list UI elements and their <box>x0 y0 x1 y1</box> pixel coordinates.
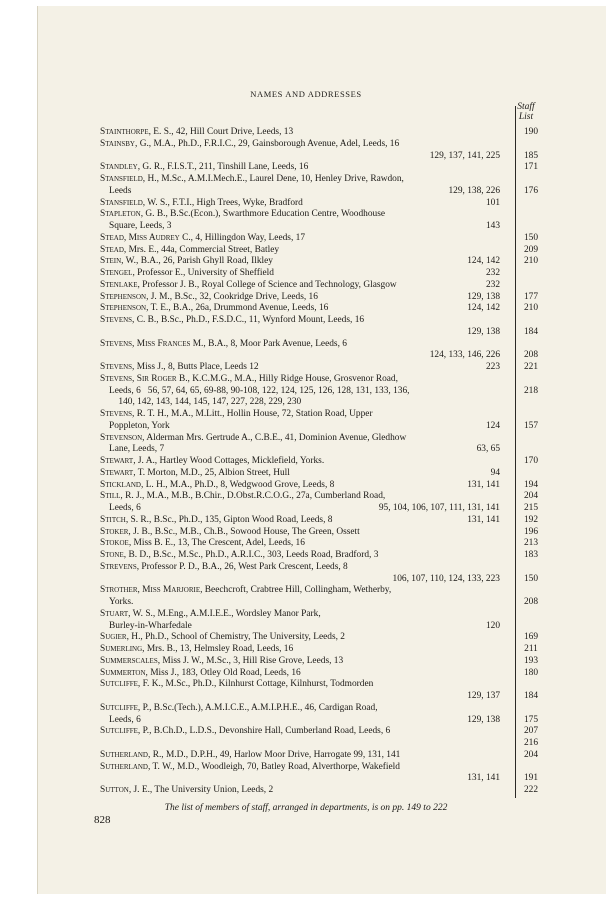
entry-surname: Stevens, Sir Roger <box>100 373 177 384</box>
entry-surname: Stevens <box>100 315 133 325</box>
entry-page-refs: 129, 138, 226 <box>448 185 500 196</box>
entry-staff-list-page: 194 <box>523 479 539 490</box>
entry-details: , H., M.Sc., A.M.I.Mech.E., Laurel Dene, 10, Henley Drive, Rawdon, <box>142 174 404 184</box>
entry-staff-list-page: 192 <box>523 514 539 525</box>
entry-details: , W. S., M.Eng., A.M.I.E.E., Wordsley Manor Park, <box>128 608 321 619</box>
entry-details: , Alderman Mrs. Gertrude A., C.B.E., 41, Dominion Avenue, Gledhow <box>142 432 407 443</box>
entry-text <box>100 762 500 773</box>
entry-staff-list-page: 209 <box>523 244 539 255</box>
staff-list-heading <box>508 102 544 122</box>
entry-staff-list-page: 170 <box>523 456 539 466</box>
entry-staff-list-page: 180 <box>523 667 539 678</box>
entry-text <box>100 644 500 655</box>
entry-staff-list-page: 215 <box>523 503 539 513</box>
entry-text <box>100 656 500 667</box>
entry-text <box>109 386 509 397</box>
entry-surname: Stuart <box>100 608 129 619</box>
entry-staff-list-page: 175 <box>523 714 539 725</box>
entry-details: , F. K., M.Sc., Ph.D., Kilnhurst Cottage, Kilnhurst, Todmorden <box>137 679 374 690</box>
entry-staff-list-page: 193 <box>523 655 539 666</box>
entry-text <box>100 127 500 138</box>
entry-text <box>109 397 509 408</box>
entry-staff-list-page: 184 <box>523 326 539 337</box>
entry-text <box>100 703 500 714</box>
entry-page-refs: 129, 138 <box>467 326 500 337</box>
entry-text <box>100 480 500 491</box>
entry-surname: Sutcliffe <box>100 726 138 737</box>
entry-page-refs: 131, 141 <box>467 773 500 784</box>
entry-details: , E. S., 42, Hill Court Drive, Leeds, 13 <box>148 127 294 137</box>
entry-surname: Stephenson <box>100 303 147 314</box>
entry-page-refs: 129, 138 <box>467 714 500 725</box>
entry-details: , P., B.Sc.(Tech.), A.M.I.C.E., A.M.I.P.H.E., 46, Cardigan Road, <box>137 702 378 713</box>
entry-details: , P., B.Ch.D., L.D.S., Devonshire Hall, Cumberland Road, Leeds, 6 <box>137 726 391 737</box>
entry-text <box>100 632 500 643</box>
entry-surname: Stevens <box>100 362 133 372</box>
entry-text <box>100 433 500 444</box>
entry-page-refs: 124, 142 <box>467 256 500 267</box>
entry-text <box>100 268 500 279</box>
entry-text <box>100 585 500 596</box>
entry-staff-list-page: 222 <box>523 785 539 795</box>
entry-details: , W. S., F.T.I., High Trees, Wyke, Bradford <box>142 197 303 208</box>
entry-staff-list-page: 221 <box>523 362 539 372</box>
entry-details: , Professor J. B., Royal College of Science and Technology, Glasgow <box>137 279 397 290</box>
entry-surname: Sutherland <box>100 761 148 772</box>
entry-text <box>100 456 500 467</box>
entry-surname: Summerton <box>100 667 146 678</box>
entry-text <box>109 621 509 632</box>
entry-text <box>100 374 500 385</box>
entry-staff-list-page: 183 <box>523 550 539 560</box>
entry-staff-list-page: 150 <box>523 232 539 243</box>
entry-details: B., K.C.M.G., M.A., Hilly Ridge House, Grosvenor Road, <box>176 373 398 384</box>
entry-details: , J. M., B.Sc., 32, Cookridge Drive, Leeds, 16 <box>146 291 318 302</box>
entry-staff-list-page: 204 <box>523 491 539 502</box>
entry-continuation: Leeds, 6 56, 57, 64, 65, 69-88, 90-108, 122, 124, 125, 126, 128, 131, 133, 136, <box>109 385 410 396</box>
entry-details: , R. T. H., M.A., M.Litt., Hollin House, 72, Station Road, Upper <box>132 409 373 419</box>
entry-details: , J. A., Hartley Wood Cottages, Micklefield, Yorks. <box>133 456 325 466</box>
entry-surname: Stone <box>100 550 124 560</box>
entry-surname: Stainthorpe <box>100 127 149 137</box>
entry-continuation: Burley-in-Wharfedale <box>109 620 192 631</box>
entry-text <box>100 256 500 267</box>
entry-surname: Summerscales <box>100 655 158 666</box>
entry-text <box>100 292 500 303</box>
entry-text <box>109 444 509 455</box>
entry-surname: Sutcliffe <box>100 679 138 690</box>
entry-details: , R. J., M.A., M.B., B.Chir., D.Obst.R.C.O.G., 27a, Cumberland Road, <box>120 491 386 502</box>
staff-list-label: Staff List <box>517 102 535 122</box>
entry-details: , T. W., M.D., Woodleigh, 70, Batley Road, Alverthorpe, Wakefield <box>148 761 400 772</box>
entry-page-refs: 124, 133, 146, 226 <box>429 350 500 361</box>
entry-details: , T. Morton, M.D., 25, Albion Street, Hull <box>133 467 290 478</box>
entry-staff-list-page: 177 <box>523 291 539 302</box>
entry-surname: Stainsby <box>100 138 135 149</box>
entry-surname: Stansfield <box>100 174 143 184</box>
entry-details: , Mrs. E., 44a, Commercial Street, Batley <box>123 244 280 255</box>
entry-surname: Strother, Miss Marjorie <box>100 585 201 596</box>
entry-details: , Miss J., 8, Butts Place, Leeds 12 <box>132 362 259 372</box>
entry-text <box>100 233 500 244</box>
entry-text <box>100 562 500 573</box>
entry-details: , B. D., B.Sc., M.Sc., Ph.D., A.R.I.C., 303, Leeds Road, Bradford, 3 <box>123 550 379 560</box>
entry-page-refs: 95, 104, 106, 107, 111, 131, 141 <box>378 503 500 513</box>
entry-continuation: Leeds <box>109 185 132 196</box>
entry-details: , H., Ph.D., School of Chemistry, The University, Leeds, 2 <box>126 632 345 643</box>
entry-continuation: Lane, Leeds, 7 <box>109 444 165 455</box>
entry-details: , J. E., The University Union, Leeds, 2 <box>128 785 274 795</box>
entry-surname: Sutton <box>100 785 129 795</box>
entry-staff-list-page: 216 <box>523 738 539 748</box>
entry-staff-list-page: 213 <box>523 538 539 549</box>
entry-details: , R., M.D., D.P.H., 49, Harlow Moor Drive, Harrogate 99, 131, 141 <box>148 749 401 760</box>
entry-surname: Stewart <box>100 456 134 466</box>
entry-staff-list-page: 169 <box>523 632 539 643</box>
entry-text <box>100 550 500 561</box>
entry-text <box>100 339 500 350</box>
entry-staff-list-page: 218 <box>523 385 539 396</box>
entry-staff-list-page: 157 <box>523 420 539 431</box>
entry-details: , C. B., B.Sc., Ph.D., F.S.D.C., 11, Wynford Mount, Leeds, 16 <box>132 315 365 325</box>
entry-details: , L. H., M.A., Ph.D., 8, Wedgwood Grove, Leeds, 8 <box>141 479 335 490</box>
entry-page-refs: 131, 141 <box>467 479 500 490</box>
entry-surname: Stead <box>100 244 124 255</box>
entry-surname: Still <box>100 491 121 502</box>
entry-page-refs: 129, 138 <box>467 291 500 302</box>
entry-continuation: Poppleton, York <box>109 420 170 431</box>
entry-text <box>100 209 500 220</box>
entry-text <box>100 174 500 185</box>
page-number: 828 <box>94 814 111 826</box>
entry-text <box>100 303 500 314</box>
entry-staff-list-page: 191 <box>523 773 539 784</box>
entry-page-refs: 124, 142 <box>467 303 500 314</box>
entry-text <box>100 362 500 373</box>
entry-text <box>100 750 500 761</box>
entry-surname: Stephenson <box>100 291 147 302</box>
entry-staff-list-page: 185 <box>523 150 539 161</box>
entry-text <box>100 726 500 737</box>
entry-page-refs: 131, 141 <box>467 514 500 525</box>
entry-staff-list-page: 208 <box>523 350 539 361</box>
entry-continuation: Leeds, 6 <box>109 714 141 725</box>
entry-surname: Stokoe <box>100 538 129 549</box>
entry-details: , Beechcroft, Crabtree Hill, Collingham, Wetherby, <box>200 585 392 596</box>
entry-surname: Stitch <box>100 514 126 525</box>
entry-surname: Stansfield <box>100 197 143 208</box>
entry-surname: Stevens <box>100 409 133 419</box>
entry-details: , G., M.A., Ph.D., F.R.I.C., 29, Gainsborough Avenue, Adel, Leeds, 16 <box>135 138 400 149</box>
entry-staff-list-page: 210 <box>523 303 539 314</box>
entry-details: , T. E., B.A., 26a, Drummond Avenue, Leeds, 16 <box>146 303 329 314</box>
entry-page-refs: 232 <box>485 268 500 278</box>
entry-surname: Sumerling <box>100 644 143 654</box>
entry-text <box>100 491 500 502</box>
entry-details: , Professor E., University of Sheffield <box>132 268 274 278</box>
entry-details: , J. B., B.Sc., M.B., Ch.B., Sowood House, The Green, Ossett <box>128 526 360 537</box>
entry-page-refs: 94 <box>490 467 500 478</box>
entry-details: , Miss B. E., 13, The Crescent, Adel, Leeds, 16 <box>128 538 305 549</box>
entry-text <box>100 679 500 690</box>
entry-continuation: Square, Leeds, 3 <box>109 221 172 231</box>
entry-surname: Stickland <box>100 479 141 490</box>
entry-text <box>100 668 500 679</box>
entry-text <box>100 468 500 479</box>
entry-text <box>100 139 500 150</box>
footnote: The list of members of staff, arranged in departments, is on pp. 149 to 222 <box>164 803 448 813</box>
entry-page-refs: 101 <box>485 197 500 208</box>
entry-page-refs: 124 <box>485 420 500 431</box>
entry-text <box>100 609 500 620</box>
entry-surname: Stewart <box>100 467 134 478</box>
entry-page-refs: 129, 137 <box>467 691 500 701</box>
entry-staff-list-page: 210 <box>523 256 539 267</box>
entry-surname: Stapleton <box>100 209 141 220</box>
entry-staff-list-page: 208 <box>523 597 539 607</box>
entry-details: , G. R., F.I.S.T., 211, Tinshill Lane, Leeds, 16 <box>137 162 309 173</box>
entry-text <box>100 527 500 538</box>
entry-surname: Stead, Miss Audrey <box>100 232 180 243</box>
entry-details: , Professor P. D., B.A., 26, West Park Crescent, Leeds, 8 <box>136 561 348 572</box>
entry-page-refs: 143 <box>485 221 500 231</box>
entry-page-refs: 232 <box>485 279 500 290</box>
page-header: NAMES AND ADDRESSES <box>250 89 362 99</box>
entry-details: , Miss J. W., M.Sc., 3, Hill Rise Grove, Leeds, 13 <box>157 655 344 666</box>
entry-surname: Sutherland <box>100 749 148 760</box>
entry-text <box>100 162 500 173</box>
entry-surname: Stevens, Miss Frances <box>100 338 191 349</box>
entry-text <box>100 538 500 549</box>
entry-text <box>109 715 509 726</box>
entry-page-refs: 63, 65 <box>476 444 500 455</box>
entry-staff-list-page: 184 <box>523 691 539 701</box>
entry-staff-list-page: 204 <box>523 749 539 760</box>
entry-continuation: 140, 142, 143, 144, 145, 147, 227, 228, 229, 230 <box>109 397 302 408</box>
entry-text <box>109 597 509 608</box>
entry-staff-list-page: 171 <box>523 162 539 173</box>
entry-text <box>100 785 500 796</box>
entry-text <box>109 221 509 232</box>
entry-staff-list-page: 150 <box>523 573 539 584</box>
entry-surname: Sugier <box>100 632 127 643</box>
entry-text <box>100 315 500 326</box>
entry-page-refs: 129, 137, 141, 225 <box>429 150 500 161</box>
entry-text <box>100 245 500 256</box>
entry-surname: Stevenson <box>100 432 143 443</box>
entry-page-refs: 120 <box>485 620 500 631</box>
entry-text <box>100 515 500 526</box>
entry-details: M., B.A., 8, Moor Park Avenue, Leeds, 6 <box>190 338 347 349</box>
entry-continuation: Yorks. <box>109 597 134 607</box>
entry-surname: Stengel <box>100 268 133 278</box>
entry-surname: Standley <box>100 162 138 173</box>
entry-continuation: Leeds, 6 <box>109 503 141 513</box>
entry-surname: Stoker <box>100 526 129 537</box>
entry-details: , G. B., B.Sc.(Econ.), Swarthmore Education Centre, Woodhouse <box>140 209 386 220</box>
entry-text <box>100 198 500 209</box>
entry-surname: Sutcliffe <box>100 702 138 713</box>
entry-details: , W., B.A., 26, Parish Ghyll Road, Ilkley <box>121 256 273 267</box>
entry-text <box>100 409 500 420</box>
entry-page-refs: 106, 107, 110, 124, 133, 223 <box>392 573 500 584</box>
entry-surname: Stein <box>100 256 122 267</box>
entry-surname: Stenlake <box>100 279 138 290</box>
entry-text <box>109 421 509 432</box>
entry-details: , Mrs. B., 13, Helmsley Road, Leeds, 16 <box>142 644 294 654</box>
entry-staff-list-page: 196 <box>523 526 539 537</box>
entry-page-refs: 223 <box>485 362 500 372</box>
entry-staff-list-page: 207 <box>523 726 539 737</box>
entry-staff-list-page: 211 <box>524 644 538 654</box>
entry-text <box>100 280 500 291</box>
entry-surname: Strevens <box>100 561 137 572</box>
entry-staff-list-page: 190 <box>523 127 539 137</box>
entry-details: C., 4, Hillingdon Way, Leeds, 17 <box>179 232 306 243</box>
entry-details: , Miss J., 183, Otley Old Road, Leeds, 16 <box>145 667 301 678</box>
entry-details: , S. R., B.Sc., Ph.D., 135, Gipton Wood Road, Leeds, 8 <box>125 514 333 525</box>
entry-staff-list-page: 176 <box>523 185 539 196</box>
